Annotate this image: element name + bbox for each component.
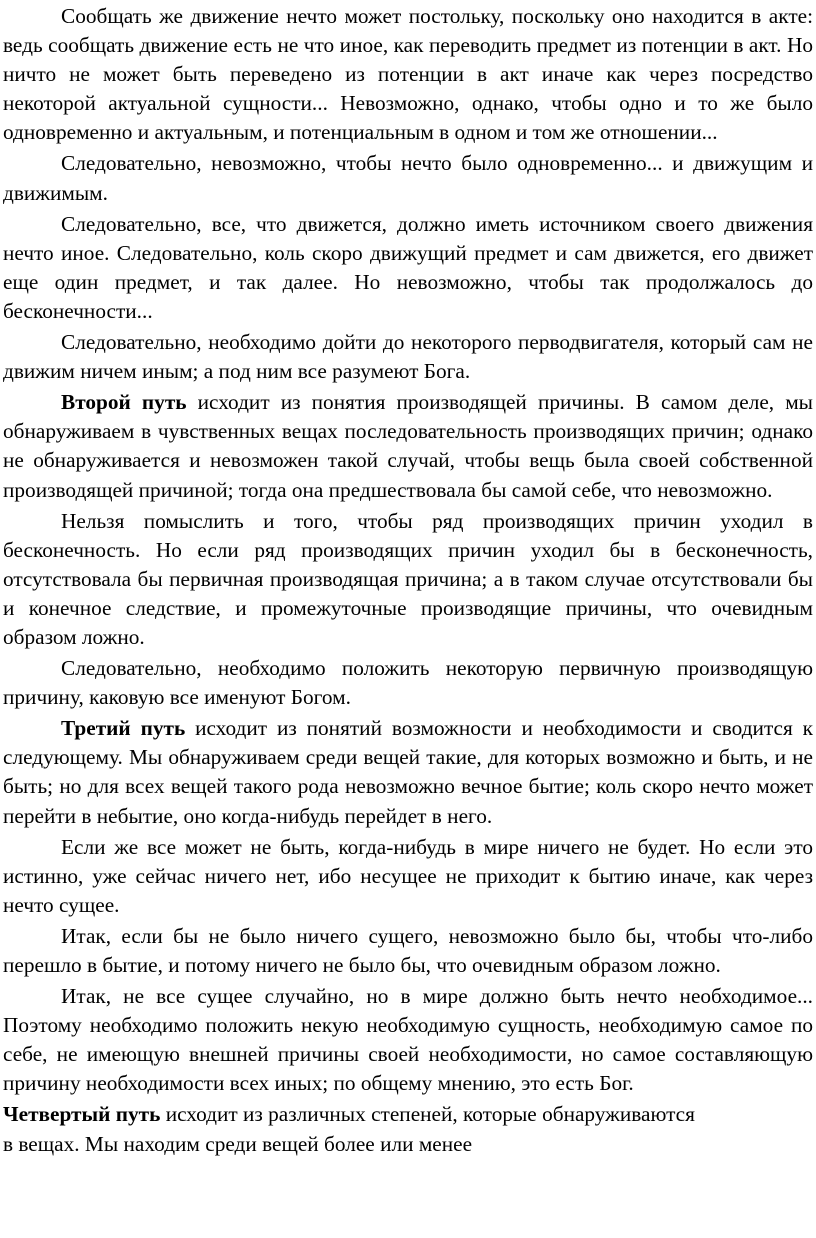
paragraph-4-text: Следовательно, необходимо дойти до некоторого перводвигателя, который сам не движим ничем иным; а под ним все разумеют Бога.: [3, 330, 813, 384]
paragraph-4: [3, 326, 813, 386]
paragraph-2-text: Следовательно, невозможно, чтобы нечто было одновременно... и движущим и движимым.: [3, 151, 813, 205]
paragraph-fourth-way: [3, 1098, 813, 1158]
paragraph-3-text: Следовательно, все, что движется, должно иметь источником своего движения нечто иное. Следовательно, коль скоро движущий предмет и сам движется, его движет еще один предмет, и так далее. Но невозможно, чтобы так продолжалось до бесконечности...: [3, 211, 813, 323]
paragraph-second-way: [3, 386, 813, 504]
fourth-way-line-2: в вещах. Мы находим среди вещей более или менее: [3, 1131, 473, 1156]
paragraph-3: [3, 208, 813, 326]
paragraph-third-way: [3, 712, 813, 830]
paragraph-11-text: Итак, не все сущее случайно, но в мире должно быть нечто необходимое... Поэтому необходимо положить некую необходимую сущность, необходимую самое по себе, не имеющую внешней причины своей необходимости, но самое составляющую причину необходимости всех иных; по общему мнению, это есть Бог.: [3, 984, 813, 1096]
paragraph-9-text: Если же все может не быть, когда-нибудь в мире ничего не будет. Но если это истинно, уже сейчас ничего нет, ибо несущее не приходит к бытию иначе, как через нечто сущее.: [3, 834, 813, 917]
paragraph-7: [3, 652, 813, 712]
third-way-text: исходит из понятий возможности и необходимости и сводится к следующему. Мы обнаруживаем среди вещей такие, для которых возможно и быть, и не быть; но для всех вещей такого рода невозможно вечное бытие; коль скоро нечто может перейти в небытие, оно когда-нибудь перейдет в него.: [3, 716, 813, 828]
fourth-way-line-1: исходит из различных степеней, которые обнаруживаются: [160, 1102, 695, 1127]
second-way-text: исходит из понятия производящей причины. В самом деле, мы обнаруживаем в чувственных вещах последовательность производящих причин; однако не обнаруживается и невозможен такой случай, чтобы вещь была своей собственной производящей причиной; тогда она предшествовала бы самой себе, что невозможно.: [3, 390, 813, 502]
paragraph-6-text: Нельзя помыслить и того, чтобы ряд производящих причин уходил в бесконечность. Но если ряд производящих причин уходил бы в бесконечность, отсутствовала бы первичная производящая причина; а в таком случае отсутствовали бы и конечное следствие, и промежуточные производящие причины, что очевидным образом ложно.: [3, 508, 813, 649]
document-page: [3, 0, 813, 1159]
fourth-way-heading: Четвертый путь: [3, 1102, 161, 1127]
paragraph-11: [3, 980, 813, 1098]
paragraph-1: [3, 0, 813, 147]
paragraph-9: [3, 831, 813, 920]
paragraph-2: [3, 147, 813, 207]
paragraph-6: [3, 505, 813, 652]
paragraph-7-text: Следовательно, необходимо положить некоторую первичную производящую причину, каковую все именуют Богом.: [3, 656, 813, 710]
third-way-heading: Третий путь: [61, 716, 186, 741]
second-way-heading: Второй путь: [61, 390, 187, 415]
paragraph-1-text: Сообщать же движение нечто может постольку, поскольку оно находится в акте: ведь сообщать движение есть не что иное, как переводить предмет из потенции в акт. Но ничто не может быть переведено из потенции в акт иначе как через посредство некоторой актуальной сущности... Невозможно, однако, чтобы одно и то же было одновременно и актуальным, и потенциальным в одном и том же отношении...: [3, 4, 813, 145]
paragraph-10-text: Итак, если бы не было ничего сущего, невозможно было бы, чтобы что-либо перешло в бытие, и потому ничего не было бы, что очевидным образом ложно.: [3, 923, 813, 977]
paragraph-10: [3, 920, 813, 980]
